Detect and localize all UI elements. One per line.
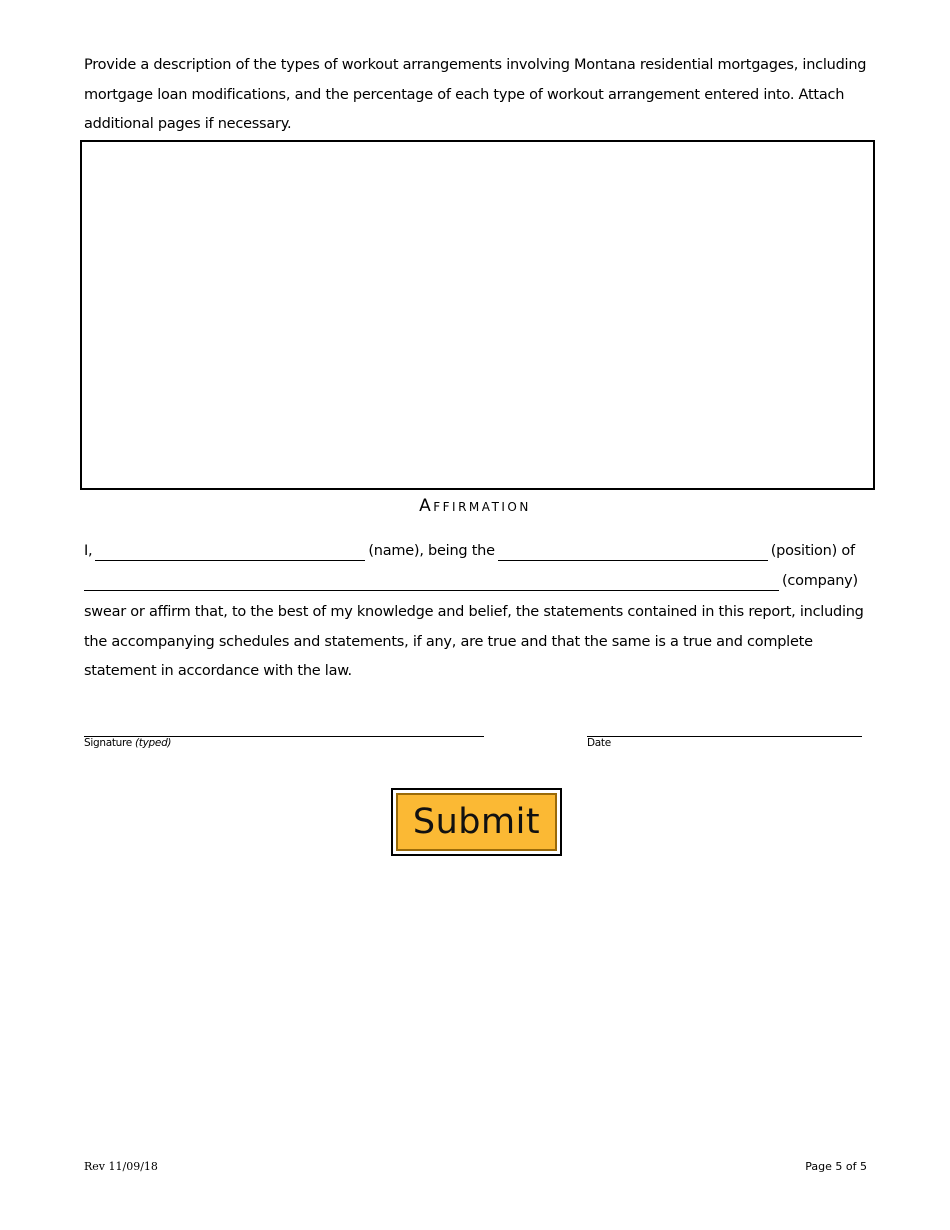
name-label: (name), being the xyxy=(368,543,495,559)
workout-description-textarea[interactable] xyxy=(80,140,875,490)
signature-label-note: (typed) xyxy=(135,737,172,749)
submit-button[interactable] xyxy=(391,788,562,856)
signature-input[interactable] xyxy=(84,718,484,737)
description-prompt: Provide a description of the types of workout arrangements involving Montana residential mortgages, including mortgage loan modifications, and the percentage of each type of workout arrangement entered into. Attach additional pages if necessary. xyxy=(84,57,867,132)
position-label: (position) of xyxy=(770,543,855,559)
date-input[interactable] xyxy=(587,718,862,737)
signature-label: Signature (typed) xyxy=(84,737,172,749)
position-input[interactable] xyxy=(498,544,768,561)
affirmation-line-1 xyxy=(84,543,855,561)
company-input[interactable] xyxy=(84,574,779,591)
submit-button-label: Submit xyxy=(396,793,557,851)
affirmation-line-2 xyxy=(84,573,858,591)
affirmation-statement: swear or affirm that, to the best of my knowledge and belief, the statements contained in this report, including the accompanying schedules and statements, if any, are true and that the same is a true and complete statement in accordance with the law. xyxy=(84,604,864,679)
affirmation-heading: Affirmation xyxy=(419,496,531,516)
page-number: Page 5 of 5 xyxy=(805,1160,867,1173)
name-input[interactable] xyxy=(95,544,365,561)
date-label: Date xyxy=(587,737,611,749)
affirmation-prefix: I, xyxy=(84,543,93,559)
revision-date: Rev 11/09/18 xyxy=(84,1160,158,1173)
company-label: (company) xyxy=(782,573,858,589)
